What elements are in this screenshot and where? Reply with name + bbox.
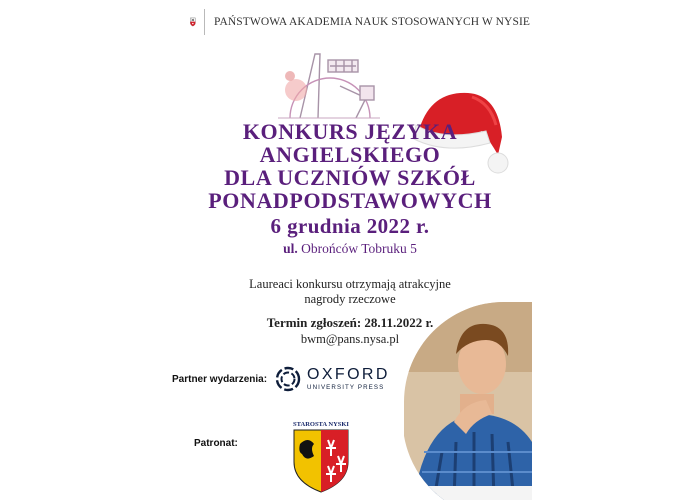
campus-illustration	[270, 46, 385, 120]
registration-deadline: Termin zgłoszeń: 28.11.2022 r.	[266, 315, 434, 330]
partner-label: Partner wydarzenia:	[172, 374, 268, 385]
prize-line: Laureaci konkursu otrzymają atrakcyjne	[249, 277, 451, 291]
university-name: PAŃSTWOWA AKADEMIA NAUK STOSOWANYCH W NYSIE	[214, 16, 530, 28]
oxford-rings-icon	[275, 366, 301, 392]
coat-of-arms-icon	[290, 418, 352, 494]
crest-text: STAROSTA NYSKI	[293, 421, 349, 428]
title-line: DLA UCZNIÓW SZKÓŁ	[224, 165, 476, 190]
title-line: ANGIELSKIEGO	[259, 142, 441, 167]
prize-line: nagrody rzeczowe	[304, 292, 396, 306]
oxford-logo	[275, 364, 405, 394]
student-photo	[404, 302, 532, 500]
event-date: 6 grudnia 2022 r.	[270, 214, 430, 238]
patronage-label: Patronat:	[194, 438, 238, 449]
title-line: KONKURS JĘZYKA	[242, 119, 458, 144]
oxford-main-text: OXFORD	[307, 365, 390, 383]
address-street: Obrońców Tobruku 5	[301, 241, 417, 256]
event-address	[150, 241, 550, 257]
address-prefix: ul.	[283, 241, 298, 256]
shield-icon	[190, 8, 196, 36]
event-title	[150, 120, 550, 212]
university-header	[190, 6, 530, 38]
title-line: PONADPODSTAWOWYCH	[208, 188, 492, 213]
oxford-sub-text: UNIVERSITY PRESS	[307, 383, 385, 391]
contact-email[interactable]: bwm@pans.nysa.pl	[300, 332, 400, 346]
oxford-wordmark	[307, 367, 390, 391]
